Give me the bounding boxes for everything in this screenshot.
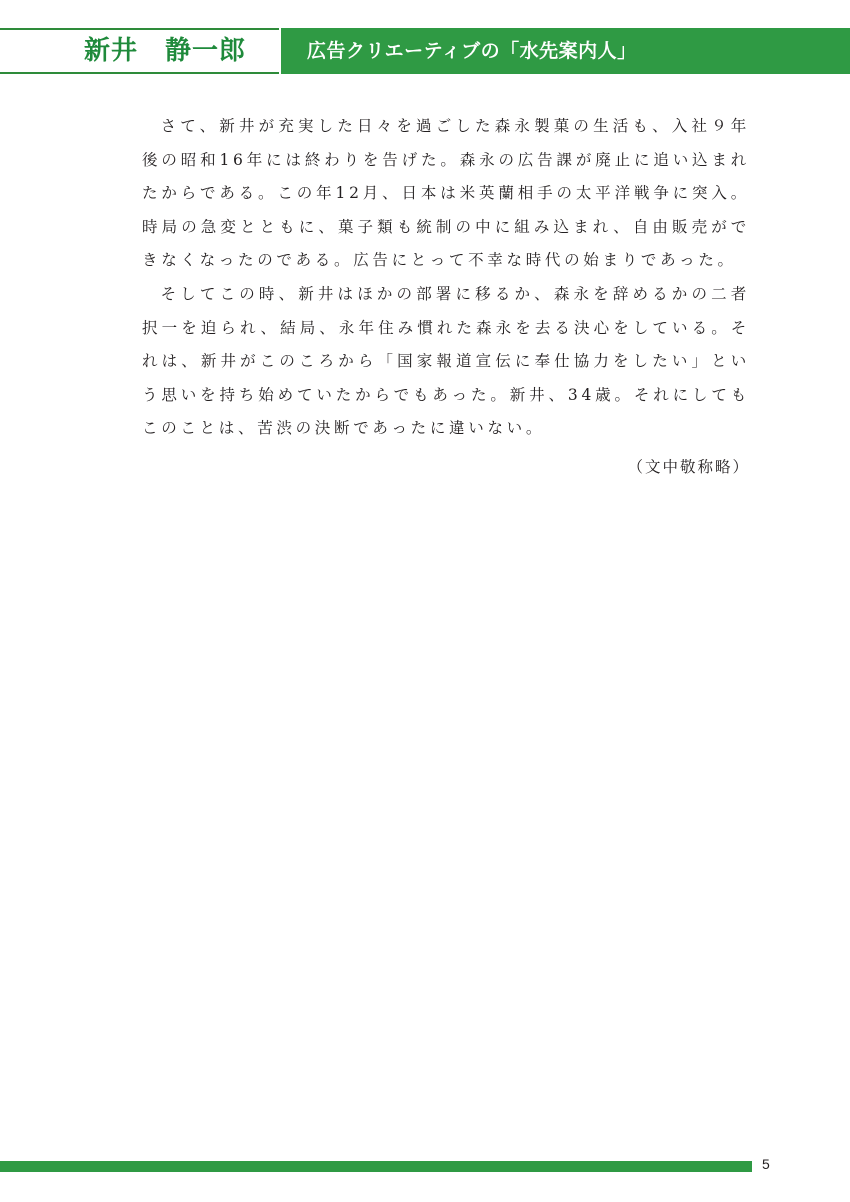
honorific-note: （文中敬称略） xyxy=(627,458,750,476)
title-banner xyxy=(281,28,850,74)
paragraph-1: さて、新井が充実した日々を過ごした森永製菓の生活も、入社９年後の昭和16年には終わりを告げた。森永の広告課が廃止に追い込まれたからである。この年12月、日本は米英蘭相手の太平洋戦争に突入。時局の急変とともに、菓子類も統制の中に組み込まれ、自由販売ができなくなったのである。広告にとって不幸な時代の始まりであった。 xyxy=(142,117,750,270)
footer-bar xyxy=(0,1161,752,1172)
author-name: 新井 静一郎 xyxy=(84,36,247,66)
page-title: 広告クリエーティブの「水先案内人」 xyxy=(307,40,637,62)
page-number: 5 xyxy=(762,1156,770,1172)
author-name-box xyxy=(0,28,279,74)
paragraph-2: そしてこの時、新井はほかの部署に移るか、森永を辞めるかの二者択一を迫られ、結局、永年住み慣れた森永を去る決心をしている。それは、新井がこのころから「国家報道宣伝に奉仕協力をしたい」という思いを持ち始めていたからでもあった。新井、34歳。それにしてもこのことは、苦渋の決断であったに違いない。 xyxy=(142,284,750,438)
page-header xyxy=(0,28,850,72)
article-body xyxy=(142,110,750,476)
